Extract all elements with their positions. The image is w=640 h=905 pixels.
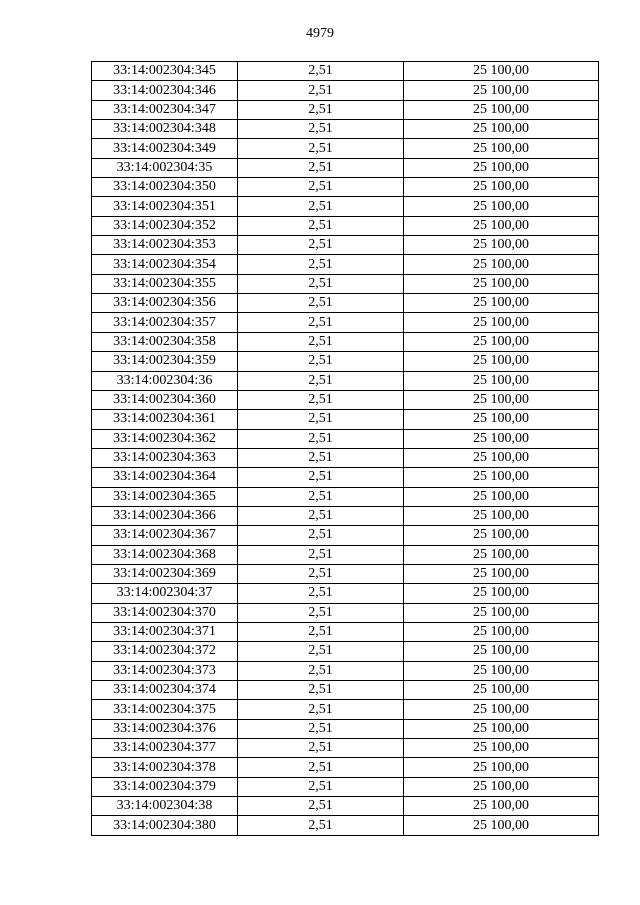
value-cell: 25 100,00: [404, 777, 599, 796]
area-cell: 2,51: [238, 719, 404, 738]
area-cell: 2,51: [238, 564, 404, 583]
area-cell: 2,51: [238, 468, 404, 487]
table-row: [92, 294, 599, 313]
table-row: [92, 545, 599, 564]
cadastral-number-cell: 33:14:002304:36: [92, 371, 238, 390]
value-cell: 25 100,00: [404, 816, 599, 835]
table-row: [92, 797, 599, 816]
area-cell: 2,51: [238, 448, 404, 467]
table-row: [92, 390, 599, 409]
table-row: [92, 332, 599, 351]
value-cell: 25 100,00: [404, 700, 599, 719]
cadastral-number-cell: 33:14:002304:373: [92, 661, 238, 680]
table-row: [92, 681, 599, 700]
area-cell: 2,51: [238, 816, 404, 835]
cadastral-number-cell: 33:14:002304:356: [92, 294, 238, 313]
cadastral-number-cell: 33:14:002304:351: [92, 197, 238, 216]
cadastral-number-cell: 33:14:002304:358: [92, 332, 238, 351]
table-row: [92, 448, 599, 467]
area-cell: 2,51: [238, 797, 404, 816]
cadastral-number-cell: 33:14:002304:349: [92, 139, 238, 158]
value-cell: 25 100,00: [404, 274, 599, 293]
cadastral-number-cell: 33:14:002304:346: [92, 81, 238, 100]
table-row: [92, 352, 599, 371]
value-cell: 25 100,00: [404, 642, 599, 661]
table-row: [92, 274, 599, 293]
cadastral-number-cell: 33:14:002304:371: [92, 622, 238, 641]
value-cell: 25 100,00: [404, 448, 599, 467]
area-cell: 2,51: [238, 410, 404, 429]
cadastral-number-cell: 33:14:002304:366: [92, 506, 238, 525]
table-row: [92, 81, 599, 100]
cadastral-number-cell: 33:14:002304:374: [92, 681, 238, 700]
table-row: [92, 139, 599, 158]
table-row: [92, 62, 599, 81]
table-row: [92, 197, 599, 216]
cadastral-number-cell: 33:14:002304:35: [92, 158, 238, 177]
area-cell: 2,51: [238, 371, 404, 390]
area-cell: 2,51: [238, 700, 404, 719]
cadastral-number-cell: 33:14:002304:38: [92, 797, 238, 816]
area-cell: 2,51: [238, 661, 404, 680]
area-cell: 2,51: [238, 622, 404, 641]
cadastral-number-cell: 33:14:002304:355: [92, 274, 238, 293]
table-row: [92, 236, 599, 255]
value-cell: 25 100,00: [404, 139, 599, 158]
value-cell: 25 100,00: [404, 81, 599, 100]
area-cell: 2,51: [238, 777, 404, 796]
table-row: [92, 120, 599, 139]
cadastral-number-cell: 33:14:002304:37: [92, 584, 238, 603]
table-row: [92, 719, 599, 738]
value-cell: 25 100,00: [404, 390, 599, 409]
cadastral-number-cell: 33:14:002304:369: [92, 564, 238, 583]
area-cell: 2,51: [238, 294, 404, 313]
area-cell: 2,51: [238, 216, 404, 235]
table-row: [92, 758, 599, 777]
cadastral-number-cell: 33:14:002304:363: [92, 448, 238, 467]
cadastral-number-cell: 33:14:002304:353: [92, 236, 238, 255]
cadastral-number-cell: 33:14:002304:375: [92, 700, 238, 719]
table-row: [92, 777, 599, 796]
cadastral-number-cell: 33:14:002304:352: [92, 216, 238, 235]
cadastral-number-cell: 33:14:002304:348: [92, 120, 238, 139]
value-cell: 25 100,00: [404, 429, 599, 448]
table-row: [92, 739, 599, 758]
value-cell: 25 100,00: [404, 158, 599, 177]
cadastral-number-cell: 33:14:002304:362: [92, 429, 238, 448]
area-cell: 2,51: [238, 526, 404, 545]
value-cell: 25 100,00: [404, 62, 599, 81]
area-cell: 2,51: [238, 236, 404, 255]
value-cell: 25 100,00: [404, 622, 599, 641]
area-cell: 2,51: [238, 255, 404, 274]
value-cell: 25 100,00: [404, 120, 599, 139]
value-cell: 25 100,00: [404, 313, 599, 332]
value-cell: 25 100,00: [404, 719, 599, 738]
area-cell: 2,51: [238, 487, 404, 506]
area-cell: 2,51: [238, 603, 404, 622]
table-row: [92, 642, 599, 661]
value-cell: 25 100,00: [404, 236, 599, 255]
value-cell: 25 100,00: [404, 506, 599, 525]
value-cell: 25 100,00: [404, 352, 599, 371]
table-row: [92, 564, 599, 583]
table-row: [92, 158, 599, 177]
table-row: [92, 429, 599, 448]
value-cell: 25 100,00: [404, 487, 599, 506]
value-cell: 25 100,00: [404, 255, 599, 274]
table-row: [92, 700, 599, 719]
value-cell: 25 100,00: [404, 526, 599, 545]
cadastral-number-cell: 33:14:002304:354: [92, 255, 238, 274]
area-cell: 2,51: [238, 62, 404, 81]
value-cell: 25 100,00: [404, 294, 599, 313]
area-cell: 2,51: [238, 197, 404, 216]
cadastral-number-cell: 33:14:002304:345: [92, 62, 238, 81]
value-cell: 25 100,00: [404, 564, 599, 583]
value-cell: 25 100,00: [404, 739, 599, 758]
cadastral-number-cell: 33:14:002304:372: [92, 642, 238, 661]
cadastral-number-cell: 33:14:002304:350: [92, 178, 238, 197]
cadastral-number-cell: 33:14:002304:347: [92, 100, 238, 119]
value-cell: 25 100,00: [404, 100, 599, 119]
area-cell: 2,51: [238, 429, 404, 448]
table-row: [92, 603, 599, 622]
table-row: [92, 216, 599, 235]
table-row: [92, 313, 599, 332]
cadastral-number-cell: 33:14:002304:367: [92, 526, 238, 545]
page-number: 4979: [306, 26, 334, 41]
area-cell: 2,51: [238, 100, 404, 119]
table-row: [92, 487, 599, 506]
table-row: [92, 371, 599, 390]
table-row: [92, 468, 599, 487]
table-row: [92, 410, 599, 429]
table-row: [92, 526, 599, 545]
value-cell: 25 100,00: [404, 197, 599, 216]
area-cell: 2,51: [238, 178, 404, 197]
area-cell: 2,51: [238, 584, 404, 603]
cadastral-number-cell: 33:14:002304:380: [92, 816, 238, 835]
area-cell: 2,51: [238, 332, 404, 351]
area-cell: 2,51: [238, 545, 404, 564]
value-cell: 25 100,00: [404, 410, 599, 429]
area-cell: 2,51: [238, 506, 404, 525]
area-cell: 2,51: [238, 139, 404, 158]
value-cell: 25 100,00: [404, 332, 599, 351]
value-cell: 25 100,00: [404, 681, 599, 700]
table-row: [92, 178, 599, 197]
cadastral-number-cell: 33:14:002304:364: [92, 468, 238, 487]
value-cell: 25 100,00: [404, 603, 599, 622]
area-cell: 2,51: [238, 390, 404, 409]
value-cell: 25 100,00: [404, 371, 599, 390]
area-cell: 2,51: [238, 313, 404, 332]
area-cell: 2,51: [238, 274, 404, 293]
table-row: [92, 506, 599, 525]
area-cell: 2,51: [238, 120, 404, 139]
table-row: [92, 816, 599, 835]
cadastral-number-cell: 33:14:002304:359: [92, 352, 238, 371]
value-cell: 25 100,00: [404, 468, 599, 487]
area-cell: 2,51: [238, 642, 404, 661]
cadastral-number-cell: 33:14:002304:357: [92, 313, 238, 332]
cadastral-number-cell: 33:14:002304:360: [92, 390, 238, 409]
cadastral-number-cell: 33:14:002304:379: [92, 777, 238, 796]
cadastral-number-cell: 33:14:002304:378: [92, 758, 238, 777]
table-row: [92, 622, 599, 641]
value-cell: 25 100,00: [404, 661, 599, 680]
area-cell: 2,51: [238, 352, 404, 371]
value-cell: 25 100,00: [404, 178, 599, 197]
area-cell: 2,51: [238, 758, 404, 777]
cadastral-number-cell: 33:14:002304:376: [92, 719, 238, 738]
area-cell: 2,51: [238, 739, 404, 758]
land-plot-table: [91, 61, 599, 836]
table-row: [92, 584, 599, 603]
area-cell: 2,51: [238, 158, 404, 177]
cadastral-number-cell: 33:14:002304:368: [92, 545, 238, 564]
table-row: [92, 661, 599, 680]
value-cell: 25 100,00: [404, 758, 599, 777]
table-row: [92, 100, 599, 119]
cadastral-number-cell: 33:14:002304:370: [92, 603, 238, 622]
area-cell: 2,51: [238, 681, 404, 700]
cadastral-number-cell: 33:14:002304:377: [92, 739, 238, 758]
value-cell: 25 100,00: [404, 545, 599, 564]
table-row: [92, 255, 599, 274]
cadastral-number-cell: 33:14:002304:361: [92, 410, 238, 429]
table-body: [92, 62, 599, 836]
value-cell: 25 100,00: [404, 797, 599, 816]
area-cell: 2,51: [238, 81, 404, 100]
value-cell: 25 100,00: [404, 216, 599, 235]
cadastral-number-cell: 33:14:002304:365: [92, 487, 238, 506]
value-cell: 25 100,00: [404, 584, 599, 603]
